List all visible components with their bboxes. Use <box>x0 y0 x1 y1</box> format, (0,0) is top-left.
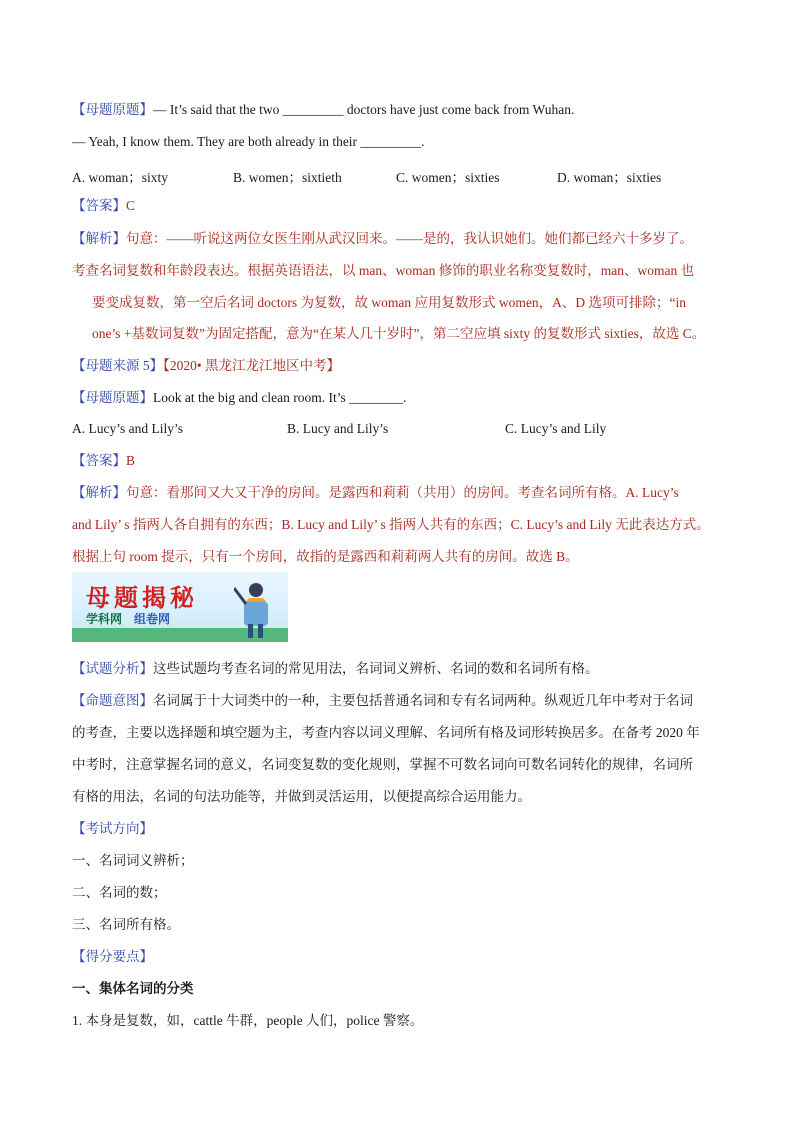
mingti-line-4: 有格的用法，名词的句法功能等，并做到灵活运用，以便提高综合运用能力。 <box>72 789 531 804</box>
q5-answer-value: B <box>126 453 136 468</box>
mingti-line-1: 【命题意图】名词属于十大词类中的一种，主要包括普通名词和专有名词两种。纵观近几年中考对于名词 <box>72 693 693 708</box>
q5-option-a: A. Lucy’s and Lily’s <box>72 421 183 436</box>
q4-label: 【母题原题】 <box>72 102 153 117</box>
mingti-line-3: 中考时，注意掌握名词的意义，名词变复数的变化规则，掌握不可数名词向可数名词转化的规律，名词所 <box>72 757 693 772</box>
points-item-1: 1. 本身是复数，如，cattle 牛群，people 人们，police 警察。 <box>72 1013 424 1028</box>
q5-text: Look at the big and clean room. It’s ________. <box>153 390 407 405</box>
q4-answer-value: C <box>126 198 136 213</box>
q5-answer <box>72 452 135 470</box>
q4-option-c: C. women；sixties <box>396 170 500 185</box>
q5-source-label: 【母题来源 5】 <box>72 358 164 373</box>
q4-text: — It’s said that the two _________ doctors have just come back from Wuhan. <box>153 102 575 117</box>
q4-analysis-line-1: 【解析】句意：——听说这两位女医生刚从武汉回来。——是的，我认识她们。她们都已经六十多岁了。 <box>72 231 693 246</box>
banner-title: 母题揭秘 <box>86 584 198 612</box>
q5-question <box>72 389 406 407</box>
mingti-line-2: 的考查，主要以选择题和填空题为主，考查内容以词义理解、名词所有格及词形转换居多。在备考 2020 年 <box>72 725 700 740</box>
q4-analysis-label: 【解析】 <box>72 231 126 246</box>
q4-option-b: B. women；sixtieth <box>233 170 342 185</box>
q4-option-d: D. woman；sixties <box>557 170 662 185</box>
zxxk-logo: 学科网 <box>86 612 123 626</box>
q4-question <box>72 101 574 119</box>
direction-item-1: 一、名词词义辨析； <box>72 853 194 868</box>
q5-option-b: B. Lucy and Lily’s <box>287 421 389 436</box>
q5-source-text: 【2020• 黑龙江龙江地区中考】 <box>163 358 340 373</box>
mingti-label: 【命题意图】 <box>72 693 153 708</box>
points-label: 【得分要点】 <box>72 949 153 964</box>
q5-analysis-line-3: 根据上句 room 提示，只有一个房间，故指的是露西和莉莉两人共有的房间。故选 B。 <box>72 549 579 564</box>
direction-label: 【考试方向】 <box>72 821 153 836</box>
banner-logos <box>86 610 170 627</box>
q5-option-c: C. Lucy’s and Lily <box>505 421 607 436</box>
q5-analysis-line-2: and Lily’ s 指两人各自拥有的东西；B. Lucy and Lily’ s 指两人共有的东西；C. Lucy’s and Lily 无此表达方式。 <box>72 517 710 532</box>
zujuan-logo: 组卷网 <box>134 612 171 626</box>
direction-item-2: 二、名词的数； <box>72 885 167 900</box>
q4-analysis-line-3: 要变成复数，第一空后名词 doctors 为复数，故 woman 应用复数形式 women，A、D 选项可排除；“in <box>92 295 686 310</box>
q4-answer-label: 【答案】 <box>72 198 126 213</box>
teacher-figure-icon <box>234 580 274 640</box>
q5-answer-label: 【答案】 <box>72 453 126 468</box>
q4-analysis-line-4: one’s +基数词复数”为固定搭配，意为“在某人几十岁时”，第二空应填 sixty 的复数形式 sixties，故选 C。 <box>92 326 706 341</box>
q4-answer <box>72 197 135 215</box>
section-heading: 一、集体名词的分类 <box>72 981 194 996</box>
shiti-label: 【试题分析】 <box>72 661 153 676</box>
q4-option-a: A. woman；sixty <box>72 170 168 185</box>
q5-label: 【母题原题】 <box>72 390 153 405</box>
shiti-text: 这些试题均考查名词的常见用法，名词词义辨析、名词的数和名词所有格。 <box>153 661 599 676</box>
direction-item-3: 三、名词所有格。 <box>72 917 180 932</box>
q5-analysis-label: 【解析】 <box>72 485 126 500</box>
mother-question-banner <box>72 572 288 642</box>
q4-analysis-line-2: 考查名词复数和年龄段表达。根据英语语法，以 man、woman 修饰的职业名称变复数时，man、woman 也 <box>72 263 695 278</box>
q5-source <box>72 357 340 375</box>
analysis-summary <box>72 660 599 678</box>
q4-question-line2: — Yeah, I know them. They are both already in their _________. <box>72 134 425 149</box>
q5-analysis-line-1: 【解析】句意：看那间又大又干净的房间。是露西和莉莉（共用）的房间。考查名词所有格。A. Lucy’s <box>72 485 679 500</box>
